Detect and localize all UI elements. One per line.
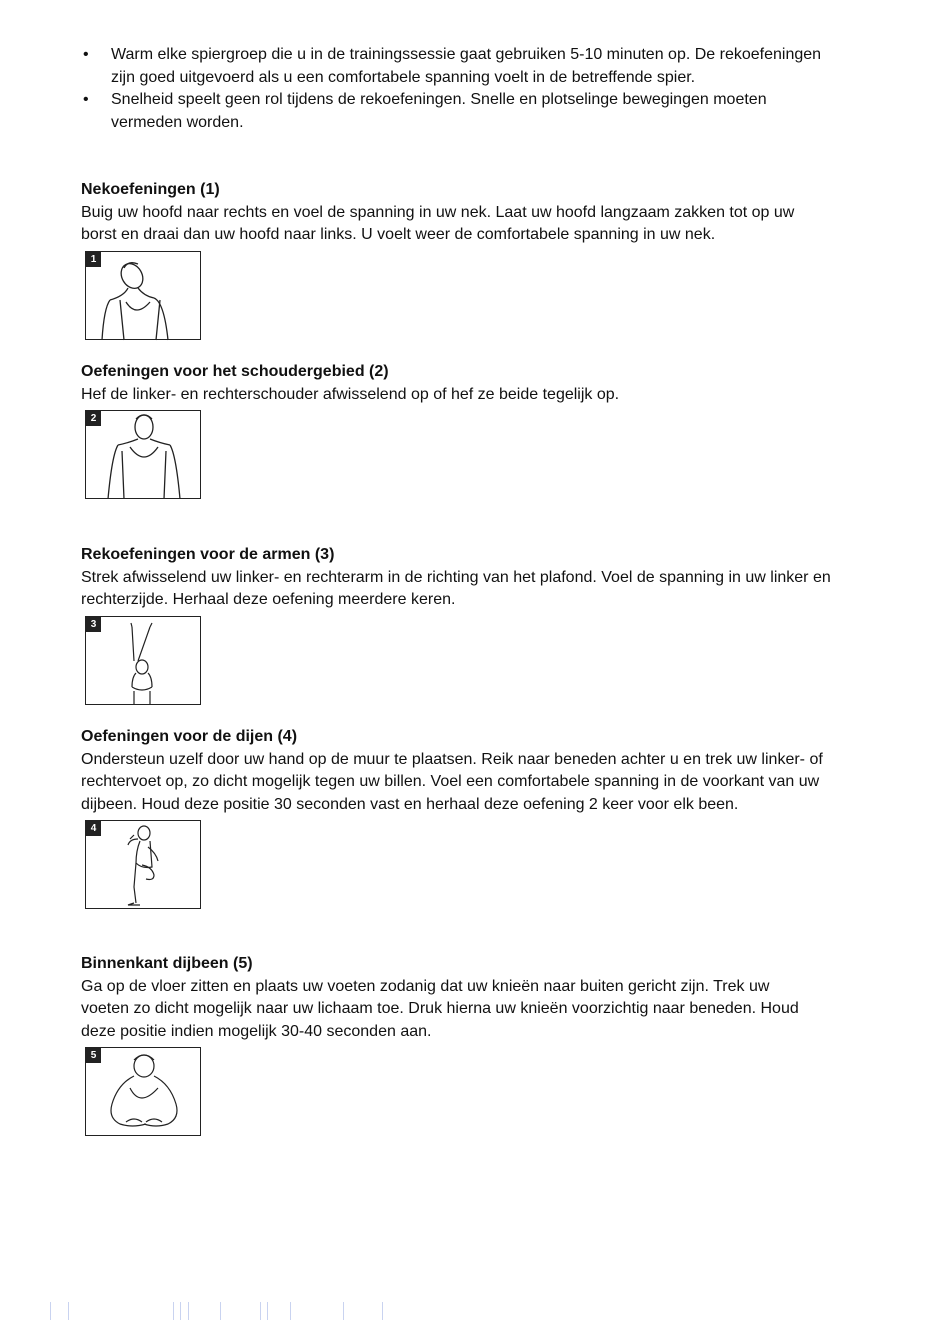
section-neck xyxy=(81,179,841,340)
shoulder-lift-illustration xyxy=(86,411,202,500)
section-text: Strek afwisselend uw linker- en rechterarm in de richting van het plafond. Voel de spanning in uw linker en rechterzijde. Herhaal deze oefening meerdere keren. xyxy=(81,568,831,608)
intro-bullet-list xyxy=(81,44,841,134)
figure-neck-stretch xyxy=(85,251,201,340)
figure-number-badge: 5 xyxy=(86,1048,101,1063)
section-arms xyxy=(81,544,841,705)
section-text: Hef de linker- en rechterschouder afwisselend op of hef ze beide tegelijk op. xyxy=(81,385,620,403)
section-shoulder xyxy=(81,361,841,499)
figure-number-badge: 2 xyxy=(86,411,101,426)
figure-arm-stretch xyxy=(85,616,201,705)
section-text: Ondersteun uzelf door uw hand op de muur te plaatsen. Reik naar beneden achter u en trek uw linker- of rechtervoet op, zo dicht mogelijk tegen uw billen. Voel een comfortabele spanning in de voorkant van uw dijbeen. Houd deze positie 30 seconden vast en herhaal deze oefening 2 keer voor elk been. xyxy=(81,750,823,813)
figure-thigh-stretch xyxy=(85,820,201,909)
thigh-stretch-illustration xyxy=(86,821,202,910)
bullet-item xyxy=(81,89,841,134)
bullet-dot: • xyxy=(83,46,89,63)
section-text: Buig uw hoofd naar rechts en voel de spanning in uw nek. Laat uw hoofd langzaam zakken tot op uw borst en draai dan uw hoofd naar links. U voelt weer de comfortabele spanning in uw nek. xyxy=(81,203,795,243)
footer-scan-marks xyxy=(40,1298,400,1322)
section-inner-thigh xyxy=(81,953,841,1136)
bullet-list-container xyxy=(81,44,841,134)
neck-stretch-illustration xyxy=(86,252,202,341)
bullet-dot: • xyxy=(83,91,89,108)
figure-inner-thigh-stretch xyxy=(85,1047,201,1136)
section-title: Nekoefeningen (1) xyxy=(81,181,220,198)
figure-number-badge: 3 xyxy=(86,617,101,632)
section-title: Oefeningen voor de dijen (4) xyxy=(81,728,298,745)
figure-number-badge: 4 xyxy=(86,821,101,836)
bullet-text: Warm elke spiergroep die u in de trainingssessie gaat gebruiken 5-10 minuten op. De rekoefeningen zijn goed uitgevoerd als u een comfortabele spanning voelt in de betreffende spier. xyxy=(111,46,822,86)
bullet-item xyxy=(81,44,841,89)
section-title: Rekoefeningen voor de armen (3) xyxy=(81,546,335,563)
figure-shoulder-lift xyxy=(85,410,201,499)
bullet-text: Snelheid speelt geen rol tijdens de rekoefeningen. Snelle en plotselinge bewegingen moeten vermeden worden. xyxy=(111,91,767,131)
section-title: Binnenkant dijbeen (5) xyxy=(81,955,253,972)
section-thighs xyxy=(81,726,841,909)
figure-number-badge: 1 xyxy=(86,252,101,267)
section-text: Ga op de vloer zitten en plaats uw voeten zodanig dat uw knieën naar buiten gericht zijn. Trek uw voeten zo dicht mogelijk naar uw lichaam toe. Druk hierna uw knieën voorzichtig naar beneden. Houd deze positie indien mogelijk 30-40 seconden aan. xyxy=(81,977,799,1040)
section-title: Oefeningen voor het schoudergebied (2) xyxy=(81,363,389,380)
inner-thigh-stretch-illustration xyxy=(86,1048,202,1137)
arm-stretch-illustration xyxy=(86,617,202,706)
